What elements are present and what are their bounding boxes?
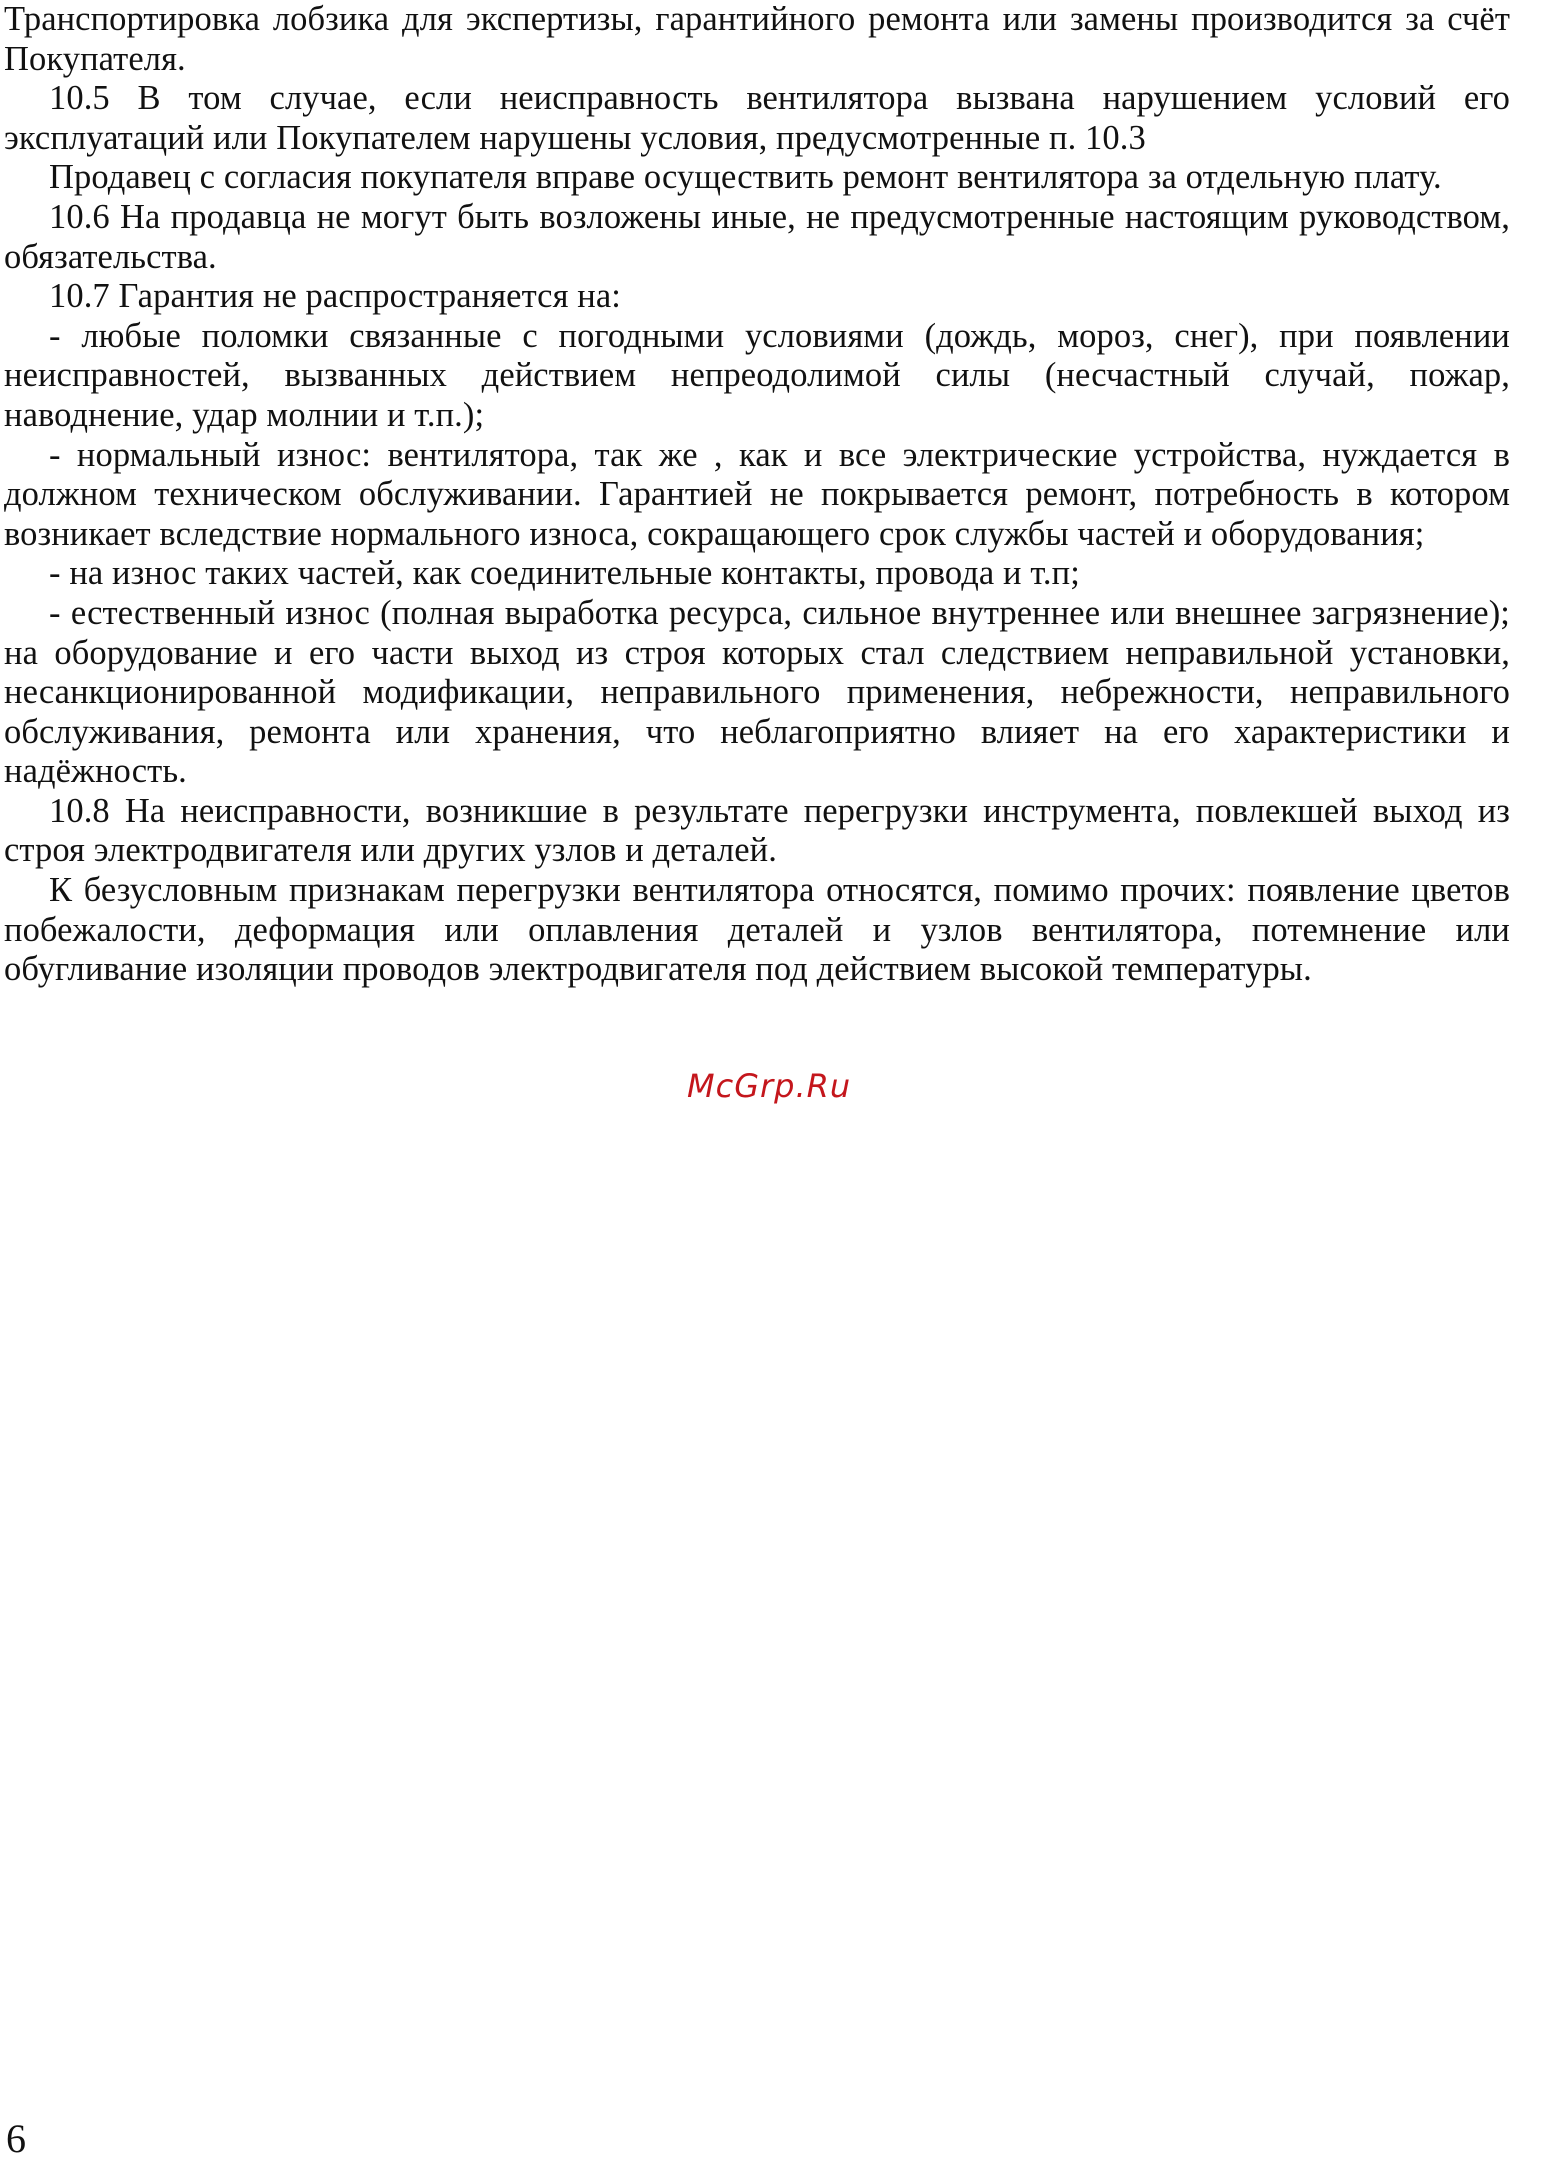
paragraph-normal-wear: - нормальный износ: вентилятора, так же , как и все электрические устройства, нуждается в должном техническом обслуживании. Гарантией не покрывается ремонт, потребность в котором возникает вследствие нормального износа, сокращающего срок службы частей и оборудования; [4,435,1510,553]
paragraph-seller-repair: Продавец с согласия покупателя вправе осуществить ремонт вентилятора за отдельную плату. [49,158,1442,197]
paragraph-10-6: 10.6 На продавца не могут быть возложены иные, не предусмотренные настоящим руководством, обязательства. [4,197,1510,276]
paragraph-10-8: 10.8 На неисправности, возникшие в результате перегрузки инструмента, повлекшей выход из строя электродвигателя или других узлов и деталей. [4,791,1510,870]
watermark-logo[interactable]: McGrp.Ru [687,1067,852,1105]
paragraph-overload-signs: К безусловным признакам перегрузки вентилятора относятся, помимо прочих: появление цветов побежалости, деформация или оплавления деталей и узлов вентилятора, потемнение или обугливание изоляции проводов электродвигателя под действием высокой температуры. [4,871,1510,989]
document-body [4,0,1510,990]
paragraph-weather-damage: - любые поломки связанные с погодными условиями (дождь, мороз, снег), при появлении неисправностей, вызванных действием непреодолимой силы (несчастный случай, пожар, наводнение, удар молнии и т.п.); [4,316,1510,434]
paragraph-transport: Транспортировка лобзика для экспертизы, гарантийного ремонта или замены производится за счёт Покупателя. [4,0,1510,78]
paragraph-natural-wear: - естественный износ (полная выработка ресурса, сильное внутреннее или внешнее загрязнение); на оборудование и его части выход из строя которых стал следствием неправильной установки, несанкционированной модификации, неправильного применения, небрежности, неправильного обслуживания, ремонта или хранения, что неблагоприятно влияет на его характеристики и надёжность. [4,593,1510,791]
paragraph-10-7: 10.7 Гарантия не распространяется на: [49,277,621,316]
paragraph-10-5: 10.5 В том случае, если неисправность вентилятора вызвана нарушением условий его эксплуатаций или Покупателем нарушены условия, предусмотренные п. 10.3 [4,79,1510,157]
page-number: 6 [6,2116,26,2161]
paragraph-parts-wear: - на износ таких частей, как соединительные контакты, провода и т.п; [49,554,1080,593]
